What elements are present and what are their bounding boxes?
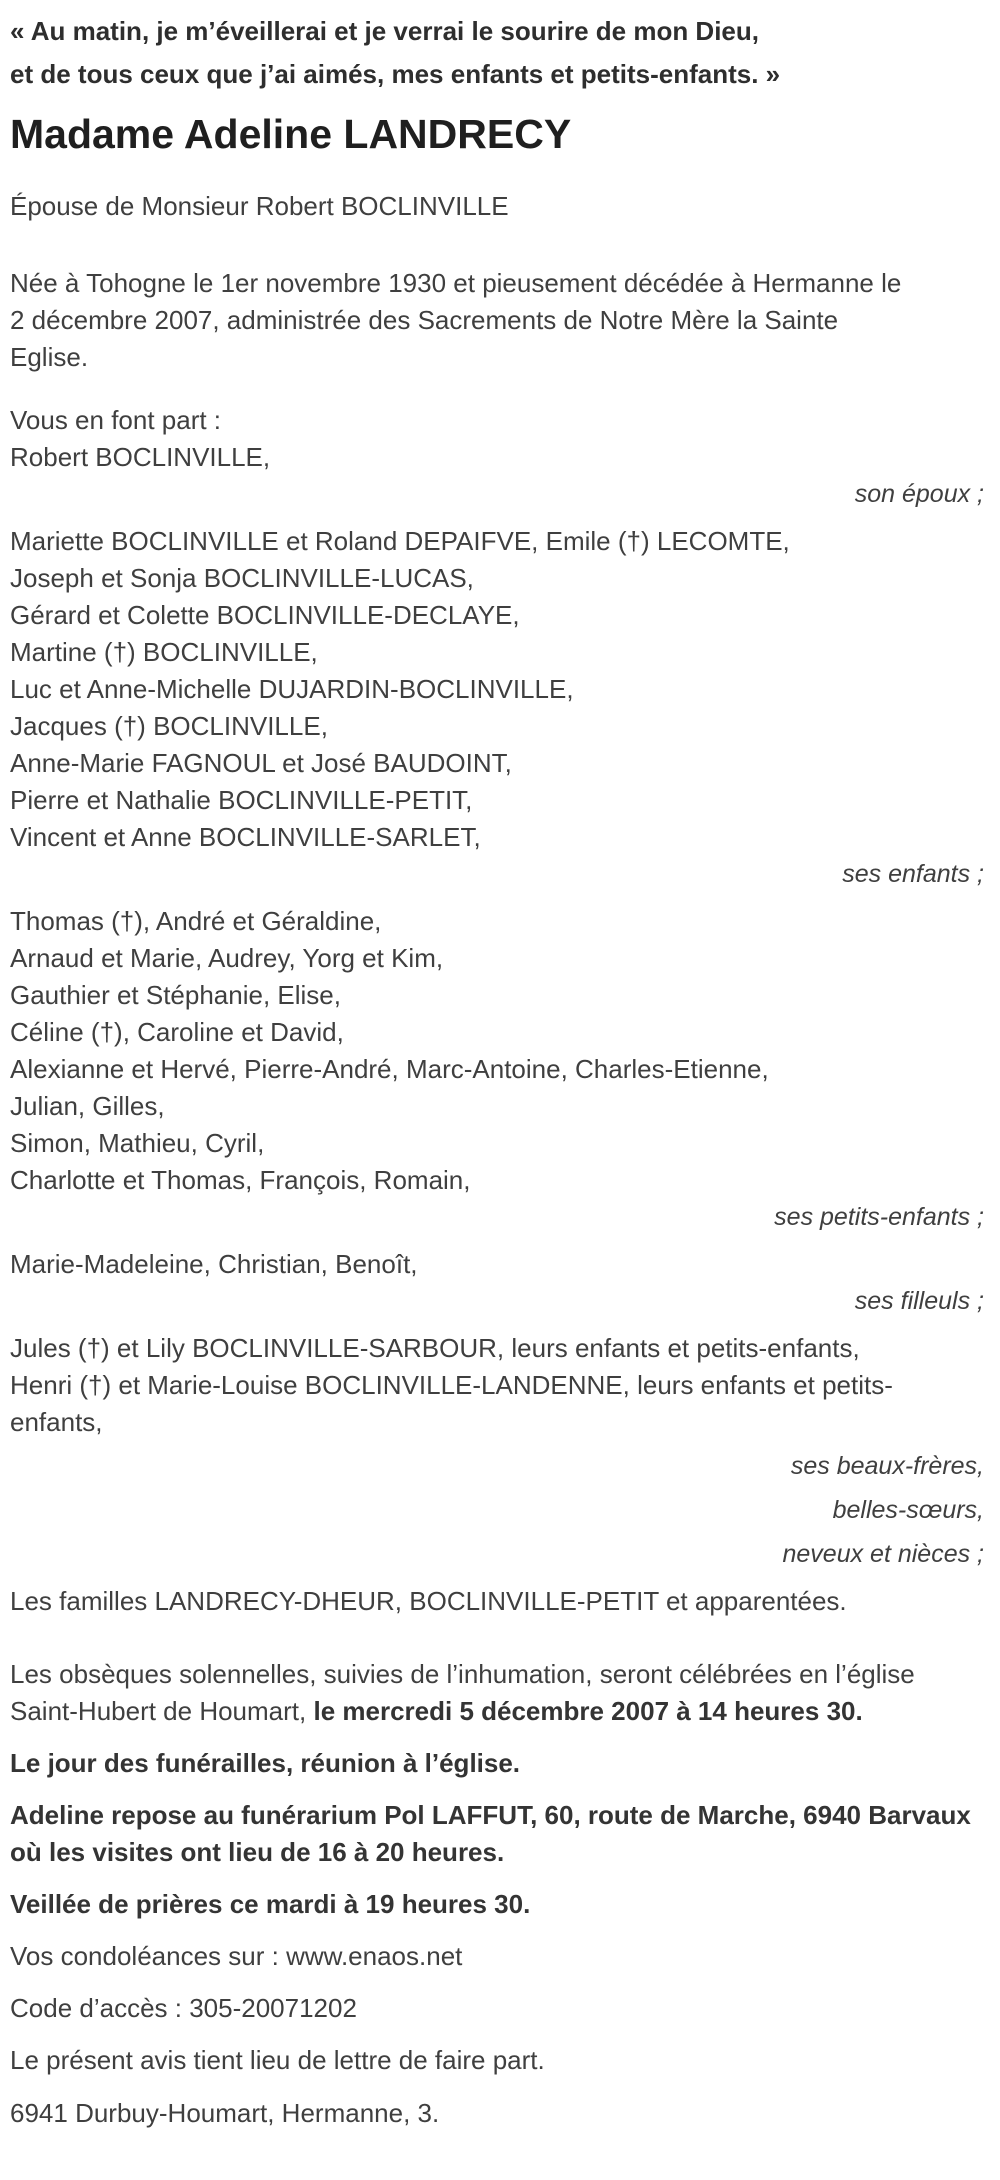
notice-line: Le présent avis tient lieu de lettre de faire part. bbox=[10, 2045, 545, 2075]
family-member-line: Alexianne et Hervé, Pierre-André, Marc-Antoine, Charles-Etienne, bbox=[10, 1054, 769, 1084]
epitaph-line-2: et de tous ceux que j’ai aimés, mes enfants et petits-enfants. » bbox=[10, 59, 781, 89]
funeral-ceremony-datetime: le mercredi 5 décembre 2007 à 14 heures 30. bbox=[313, 1696, 863, 1726]
relation-label-nephews-nieces: neveux et nièces ; bbox=[782, 1540, 984, 1568]
relation-label-godchildren: ses filleuls ; bbox=[854, 1287, 984, 1315]
relation-label-sisters-in-law: belles-sœurs, bbox=[832, 1496, 984, 1524]
family-member-line: Arnaud et Marie, Audrey, Yorg et Kim, bbox=[10, 943, 444, 973]
family-member-line: Céline (†), Caroline et David, bbox=[10, 1017, 344, 1047]
family-member-line: Martine (†) BOCLINVILLE, bbox=[10, 637, 318, 667]
family-member-line: Charlotte et Thomas, François, Romain, bbox=[10, 1165, 471, 1195]
deceased-name: Madame Adeline LANDRECY bbox=[10, 111, 572, 157]
relation-label-grandchildren: ses petits-enfants ; bbox=[774, 1203, 984, 1231]
related-families: Les familles LANDRECY-DHEUR, BOCLINVILLE-PETIT et apparentées. bbox=[10, 1586, 847, 1616]
footer-address: 6941 Durbuy-Houmart, Hermanne, 3. bbox=[10, 2098, 440, 2128]
family-member-line: Anne-Marie FAGNOUL et José BAUDOINT, bbox=[10, 748, 512, 778]
family-member-line: Henri (†) et Marie-Louise BOCLINVILLE-LANDENNE, leurs enfants et petits-enfants, bbox=[10, 1370, 893, 1437]
epitaph-line-1: « Au matin, je m’éveillerai et je verrai le sourire de mon Dieu, bbox=[10, 16, 759, 46]
family-member-line: Julian, Gilles, bbox=[10, 1091, 165, 1121]
relation-label-spouse: son époux ; bbox=[854, 480, 984, 508]
access-code-line: Code d’accès : 305-20071202 bbox=[10, 1993, 357, 2023]
family-member-line: Thomas (†), André et Géraldine, bbox=[10, 906, 382, 936]
website-url: www.enaos.net bbox=[286, 1941, 463, 1971]
family-member-line: Gérard et Colette BOCLINVILLE-DECLAYE, bbox=[10, 600, 520, 630]
funeral-vigil: Veillée de prières ce mardi à 19 heures 30. bbox=[10, 1889, 531, 1919]
family-member-line: Simon, Mathieu, Cyril, bbox=[10, 1128, 265, 1158]
family-group-grandchildren bbox=[10, 903, 988, 1236]
relation-label-brothers-in-law: ses beaux-frères, bbox=[790, 1452, 984, 1480]
announcement-intro: Vous en font part : bbox=[10, 405, 222, 435]
funeral-repose: Adeline repose au funérarium Pol LAFFUT, 60, route de Marche, 6940 Barvaux où les visites ont lieu de 16 à 20 heures. bbox=[10, 1800, 971, 1867]
epitaph bbox=[10, 10, 988, 96]
death-notice bbox=[10, 10, 988, 2132]
family-group-spouse bbox=[10, 439, 988, 513]
family-group-children bbox=[10, 523, 988, 893]
family-member-line: Robert BOCLINVILLE, bbox=[10, 442, 271, 472]
condolences-label: Vos condoléances sur : bbox=[10, 1941, 287, 1971]
family-member-line: Joseph et Sonja BOCLINVILLE-LUCAS, bbox=[10, 563, 474, 593]
relation-label-children: ses enfants ; bbox=[842, 860, 984, 888]
family-member-line: Jules (†) et Lily BOCLINVILLE-SARBOUR, leurs enfants et petits-enfants, bbox=[10, 1333, 860, 1363]
spouse-line: Épouse de Monsieur Robert BOCLINVILLE bbox=[10, 191, 509, 221]
family-member-line: Jacques (†) BOCLINVILLE, bbox=[10, 711, 328, 741]
family-group-inlaws bbox=[10, 1330, 988, 1573]
family-member-line: Gauthier et Stéphanie, Elise, bbox=[10, 980, 341, 1010]
funeral-ceremony bbox=[10, 1656, 988, 1730]
family-member-line: Marie-Madeleine, Christian, Benoît, bbox=[10, 1249, 418, 1279]
family-member-line: Vincent et Anne BOCLINVILLE-SARLET, bbox=[10, 822, 481, 852]
funeral-reunion: Le jour des funérailles, réunion à l’église. bbox=[10, 1748, 521, 1778]
family-member-line: Pierre et Nathalie BOCLINVILLE-PETIT, bbox=[10, 785, 473, 815]
family-member-line: Luc et Anne-Michelle DUJARDIN-BOCLINVILLE, bbox=[10, 674, 574, 704]
funeral-ceremony-text: Les obsèques solennelles, suivies de l’inhumation, seront célébrées en l’église Saint-Hubert de Houmart, bbox=[10, 1659, 915, 1726]
family-member-line: Mariette BOCLINVILLE et Roland DEPAIFVE, Emile (†) LECOMTE, bbox=[10, 526, 790, 556]
family-group-godchildren bbox=[10, 1246, 988, 1320]
condolences-line bbox=[10, 1938, 988, 1975]
life-summary: Née à Tohogne le 1er novembre 1930 et pieusement décédée à Hermanne le 2 décembre 2007, administrée des Sacrements de Notre Mère la Sainte Eglise. bbox=[10, 268, 902, 372]
